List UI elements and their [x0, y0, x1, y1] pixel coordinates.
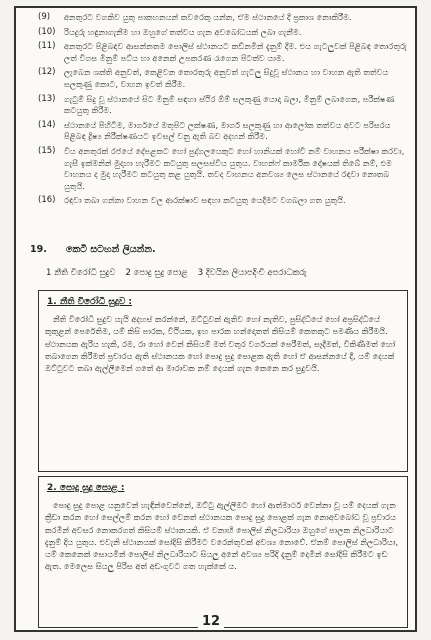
topic-2: 2 පොදු සුදු පොළ	[125, 268, 188, 278]
list-item-number: (9)	[38, 12, 51, 22]
question-title: කෙටි සටහන් ලියන්න.	[66, 244, 156, 255]
topic-list	[46, 268, 416, 278]
list-item	[38, 94, 410, 117]
list-item-text: විය අනතුරක් රජයේ දේපළකට හෝ පුද්ගලයෙකුට හෝ හානියක් හෝවී නම් වාහනය පරීක්ෂා කරවා, ගැසී ඉක්මනින් මුදාහා හැරීමට කටයුතු සලසස්විය යුතුය. වාහන්ෆ් කාර්මික දෝෂයක් තිබේ නම්, එම වාහනය ද මුදා හැරීමට කටයුතු කළ යුතුයි. තවද වාහනය අනවශ්‍ය ලෙස ස්ථානයේ රඳවා නොතබ යුතුයි.	[64, 145, 405, 191]
list-item-number: (11)	[38, 41, 56, 52]
list-item-number: (15)	[38, 145, 56, 156]
answer-body-2: පොදු සුදු පොළ යනුවෙන් හැඳින්වෙන්නේ, ඔට්ටු ඇල්ලීමට හෝ ආත්මාර්ථ වෙන්නා වූ යම් දෙයක් ගැන ක්‍රීඩා කරන හෝ සෙල්ලම් කරන හෝ වෙනත් ස්ථානයක පොදු සුදු පොළක් ගැන නොඅවබෝධ වූ ප්‍රචාරය කරමින් අවසර නොකරගත් කිසියම් ස්ථානයකි. ඒ වනාහි පොලිස් නිලධාරියා ඔහුගේ පාලක නිලධාරියාට දැනුම් දිය යුතුය. එවැනි ස්ථානයක් සෝදිසි කිරීමට වරෙන්තුවක් අවශ්‍ය නොවේ. ඒනම් පොලිස් නිලධාරියා, යම් කෙනෙක් සොයමින් පොලිස් නිලධාරියාට සියලු අනේ අවශ්‍ය පරිදි දැනුම් දෙමින් සෝදිසි කිරීමට ඉඩ ඇත. මෙලෙස සියලු පිරිස අත් අඩංගුවට ගත හැක්කේ ය.	[45, 500, 399, 572]
list-item-number: (14)	[38, 119, 56, 130]
list-item	[38, 120, 410, 143]
answer-box-2	[38, 476, 408, 628]
list-item-number: (16)	[38, 195, 56, 206]
document-page	[14, 6, 417, 632]
list-item-text: ගැටුම් සිදු වූ ස්ථානයේ සිට මිනුම් සඳහා ස්ථිර ඕම් සලකුණු යොදා බලා, මිනුම් ලබාගෙන, පරීක්ෂණ කටයුතු කිරීම.	[64, 93, 395, 116]
list-item-text: ලැබෙන ශක්ති අනුවත්, කෙළිවන තොරතුරු අනුවත් ගැටලු සිදුවූ ස්ථානය හා වාහන ඇති තත්වය සලකුණු කොට, වාහන ඉවත් කිරීම.	[64, 67, 389, 89]
list-item-number: (10)	[38, 26, 56, 37]
list-item-text: රියදුරු හඳුනාගැනීම හා ඔහුගේ තත්වය ගැන අවබෝධයක් ලබා ගැනීම.	[64, 26, 302, 37]
list-item-number: (12)	[38, 67, 56, 78]
list-item	[38, 41, 410, 64]
list-item-number: (13)	[38, 93, 56, 104]
list-item-text: අනතුරට පිළිබඳව ආසන්නතම පොලිස් ස්ථානයට කඩිනමින් දැනුම් දීම. එය ගැටලුවක් පිළිබඳ තොරතුරු ලත් විගස මිනුම් පට්ය හා අනෙක් උපකරණ රැගෙන පිටත්ව යාම.	[64, 41, 407, 63]
question-number: 19.	[30, 244, 47, 255]
list-item	[38, 27, 410, 39]
answer-heading-1: 1. නීති විරෝධී සුදුව :	[47, 297, 133, 307]
list-item-text: අනතුරට වගකිව යුතු පාකහනයන් කවරෙකු යන්න, ඒම ස්ථානයේ දී ප්‍රකාශ නොකිරීම.	[64, 12, 352, 22]
topic-1: 1 නීති විරෝධී සුදුව	[46, 268, 116, 278]
list-item	[38, 146, 410, 192]
list-item	[38, 12, 410, 24]
answer-body-1: නීති විරෝධී සුදුව යැයි අදහස් කරන්නේ, ඔට්ටුවක් ඇතිව හෝ නැතිව, පුසිද්ධියේ හෝ අප්‍රසිද්ධියේ කුකුළන් පෙරේතිම, යම් කිසි පාරක, විථියක, ඉහ පාරක හන්දොතත් කිසියම් කෙතකුට පමණිය කිරීමයි. ස්ථානයක ඇරිය හැකි, රම, රා හෝ වෙන් කිසියම් මත් වතුර වර්ගයක් පෙරීමත්, සෑදීමත්, විකිණීමත් හෝ තබාගෙන කිරීමත් ප්‍රචාරය ඇති ස්ථානයක හෝ පොදු සුදු පොළක ඇති හෝ ඒ ආසන්නයේ දී, යම් දෙයක් ඔට්ටුවට තබා ඇල්ලීමෙන් ගතේ ආ මාරාවක නම් දෙයක් ගැන කෙනෙ කර සුදුවයි.	[45, 314, 396, 374]
topic-3: 3 දිවයින ලියාපදිංචි අපරාධකරු	[197, 268, 307, 278]
list-item	[38, 195, 410, 207]
list-item-text: ස්ථානයේ පිහිටීම, මාර්ගයේ මතුපිට ලක්ෂණ, මාර්ග සලකුණු හා ආලෝක තත්වය අවට පරිසරය පිළිබඳ ද්‍රිෂ්‍ය නිරීක්ෂණයට ඉවසල් වනු ඇති බව අදහන් කිරීම.	[64, 119, 391, 142]
page-number: 12	[198, 614, 224, 629]
numbered-list	[38, 12, 410, 210]
list-item	[38, 67, 410, 90]
answer-heading-2: 2. පොදු සුදු පොළ :	[47, 483, 125, 493]
answer-box-1	[38, 290, 408, 472]
list-item-text: රඳවා තබා ගන්නා වාහන වල ආරක්ෂාව සඳහා කටයුතු යෙදීමට වගබලා ගත යුතුයි.	[64, 195, 346, 206]
